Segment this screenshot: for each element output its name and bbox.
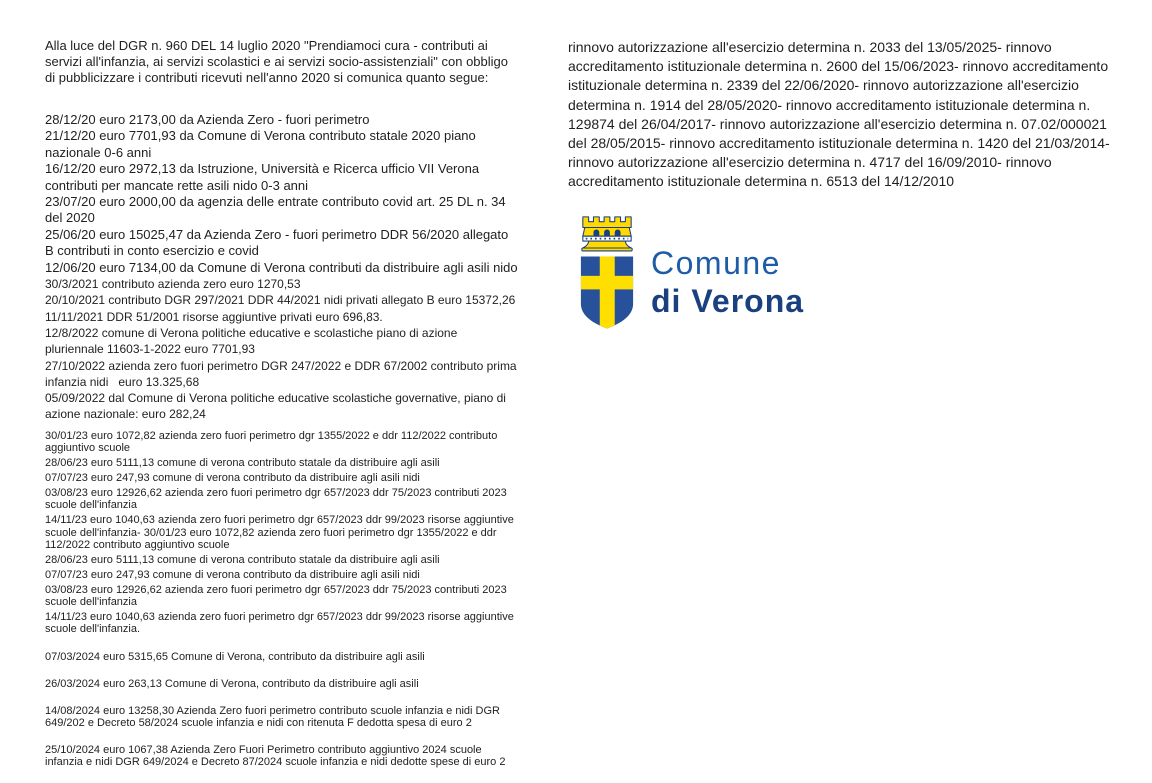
grant-entry: 14/11/23 euro 1040,63 azienda zero fuori perimetro dgr 657/2023 ddr 99/2023 risorse aggiuntive scuole dell'infanzia. <box>45 611 517 636</box>
verona-coat-of-arms-icon <box>578 211 636 332</box>
grant-entry: 14/08/2024 euro 13258,30 Azienda Zero fuori perimetro contributo scuole infanzia e nidi DGR 649/202 e Decreto 58/2024 scuole infanzia e nidi con ritenuta F dedotta spesa di euro 2 <box>45 704 504 730</box>
grant-entry: 21/12/20 euro 7701,93 da Comune di Verona contributo statale 2020 piano nazionale 0-6 anni <box>45 128 480 160</box>
grant-entry: 30/3/2021 contributo azienda zero euro 1270,53 <box>45 277 301 292</box>
entries-2024 <box>45 651 507 769</box>
grant-entry: 16/12/20 euro 2972,13 da Istruzione, Università e Ricerca ufficio VII Verona contributi per mancate rette asili nido 0-3 anni <box>45 161 483 193</box>
grant-entry: 14/11/23 euro 1040,63 azienda zero fuori perimetro dgr 657/2023 ddr 99/2023 risorse aggiuntive scuole dell'infanzia- 30/01/23 euro 1072,82 azienda zero fuori perimetro dgr 1355/2022 e ddr 112/2022 contributo aggiuntivo scuole <box>45 514 517 551</box>
grant-entry: 05/09/2022 dal Comune di Verona politiche educative scolastiche governative, piano di azione nazionale: euro 282,24 <box>45 391 510 422</box>
grant-entry: 07/07/23 euro 247,93 comune di verona contributo da distribuire agli asili nidi <box>45 568 420 581</box>
logo-text <box>651 211 804 320</box>
entries-2020 <box>45 112 519 276</box>
grant-entry: 03/08/23 euro 12926,62 azienda zero fuori perimetro dgr 657/2023 ddr 75/2023 contributi 2023 scuole dell'infanzia <box>45 486 510 512</box>
logo-text-comune: Comune <box>651 245 781 281</box>
grant-entry: 28/06/23 euro 5111,13 comune di verona contributo statale da distribuire agli asili <box>45 553 440 566</box>
grant-entry: 28/06/23 euro 5111,13 comune di verona contributo statale da distribuire agli asili <box>45 457 440 470</box>
comune-di-verona-logo <box>578 211 804 332</box>
grant-entry: 03/08/23 euro 12926,62 azienda zero fuori perimetro dgr 657/2023 ddr 75/2023 contributi 2023 scuole dell'infanzia <box>45 583 510 609</box>
grant-entry: 23/07/20 euro 2000,00 da agenzia delle entrate contributo covid art. 25 DL n. 34 del 2020 <box>45 194 510 226</box>
grant-entry: 07/03/2024 euro 5315,65 Comune di Verona, contributo da distribuire agli asili <box>45 650 425 663</box>
grant-entry: 20/10/2021 contributo DGR 297/2021 DDR 44/2021 nidi privati allegato B euro 15372,26 <box>45 293 516 308</box>
left-column <box>45 38 519 783</box>
intro-paragraph: Alla luce del DGR n. 960 DEL 14 luglio 2020 "Prendiamoci cura - contributi ai servizi all'infanzia, ai servizi scolastici e ai servizi socio-assistenziali" con obbligo di pubblicizzare i contributi ricevuti nell'anno 2020 si comunica quanto segue: <box>45 38 508 85</box>
entries-2023 <box>45 430 519 636</box>
grant-entry: 11/11/2021 DDR 51/2001 risorse aggiuntive privati euro 696,83. <box>45 309 383 324</box>
logo-text-di-verona: di Verona <box>651 283 805 319</box>
entries-2021-2022 <box>45 276 519 423</box>
right-column <box>568 38 1110 192</box>
grant-entry: 27/10/2022 azienda zero fuori perimetro DGR 247/2022 e DDR 67/2002 contributo prima infanzia nidi euro 13.325,68 <box>45 358 520 389</box>
grant-entry: 07/07/23 euro 247,93 comune di verona contributo da distribuire agli asili nidi <box>45 471 420 484</box>
grant-entry: 25/10/2024 euro 1067,38 Azienda Zero Fuori Perimetro contributo aggiuntivo 2024 scuole infanzia e nidi DGR 649/2024 e Decreto 87/2024 scuole infanzia e nidi dedotte spese di euro 2 <box>45 743 506 769</box>
grant-entry: 12/8/2022 comune di Verona politiche educative e scolastiche piano di azione pluriennale 11603-1-2022 euro 7701,93 <box>45 325 461 357</box>
grant-entry: 30/01/23 euro 1072,82 azienda zero fuori perimetro dgr 1355/2022 e ddr 112/2022 contributo aggiuntivo scuole <box>45 429 501 455</box>
shield-icon <box>581 257 633 330</box>
grant-entry: 12/06/20 euro 7134,00 da Comune di Verona contributi da distribuire agli asili nido <box>45 259 518 275</box>
grant-entry: 26/03/2024 euro 263,13 Comune di Verona, contributo da distribuire agli asili <box>45 677 419 690</box>
grant-entry: 28/12/20 euro 2173,00 da Azienda Zero - fuori perimetro <box>45 112 370 127</box>
crown-icon <box>582 217 632 251</box>
authorizations-paragraph: rinnovo autorizzazione all'esercizio determina n. 2033 del 13/05/2025- rinnovo accreditamento istituzionale determina n. 2600 del 15/06/2023- rinnovo accreditamento istituzionale determina n. 2339 del 22/06/2020- rinnovo autorizzazione all'esercizio determina n. 1914 del 28/05/2020- rinnovo accreditamento istituzionale determina n. 129874 del 26/04/2017- rinnovo autorizzazione all'esercizio determina n. 07.02/000021 del 28/05/2015- rinnovo accreditamento istituzionale determina n. 1420 del 21/03/2014- rinnovo autorizzazione all'esercizio determina n. 4717 del 16/09/2010- rinnovo accreditamento istituzionale determina n. 6513 del 14/12/2010 <box>568 39 1110 190</box>
grant-entry: 25/06/20 euro 15025,47 da Azienda Zero - fuori perimetro DDR 56/2020 allegato B contributi in conto esercizio e covid <box>45 226 512 259</box>
